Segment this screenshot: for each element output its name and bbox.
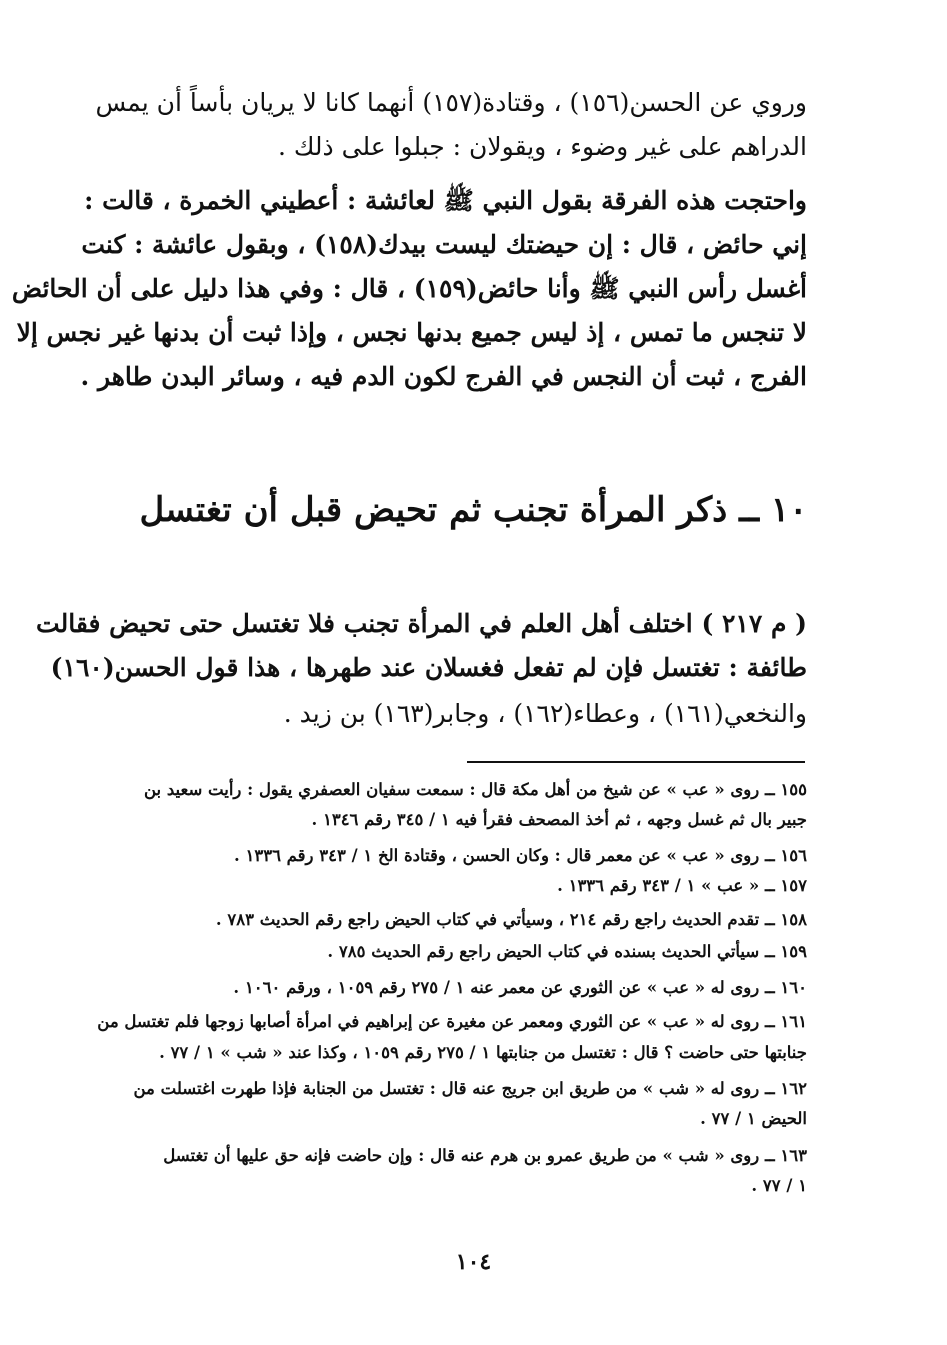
footnote-line: ١ / ٧٧ . <box>751 1176 807 1195</box>
page-number: ١٠٤ <box>455 1249 492 1275</box>
footnote-line: ١٥٧ ــ « عب » ١ / ٣٤٣ رقم ١٣٣٦ . <box>557 876 807 895</box>
paragraph-line: أغسل رأس النبي ﷺ وأنا حائض(١٥٩) ، قال : وفي هذا دليل على أن الحائض <box>11 274 807 303</box>
footnote-line: ١٥٨ ــ تقدم الحديث راجع رقم ٢١٤ ، وسيأتي في كتاب الحيض راجع رقم الحديث ٧٨٣ . <box>215 910 807 929</box>
footnote-line: جنابتها حتى حاضت ؟ قال : تغتسل من جنابتها ١ / ٢٧٥ رقم ١٠٥٩ ، وكذا عند « شب » ١ / ٧٧ . <box>159 1043 807 1062</box>
paragraph-line: واحتجت هذه الفرقة بقول النبي ﷺ لعائشة : أعطيني الخمرة ، قالت : <box>84 186 807 215</box>
paragraph-line: إني حائض ، قال : إن حيضتك ليست بيدك(١٥٨) ، وبقول عائشة : كنت <box>81 230 807 259</box>
paragraph-line: طائفة : تغتسل فإن لم تفعل فغسلان عند طهرها ، هذا قول الحسن(١٦٠) <box>50 653 807 682</box>
paragraph-line: وروي عن الحسن(١٥٦) ، وقتادة(١٥٧) أنهما كانا لا يريان بأساً أن يمس <box>95 88 807 117</box>
footnote-line: ١٥٦ ــ روى « عب » عن معمر قال : وكان الحسن ، وقتادة الخ ١ / ٣٤٣ رقم ١٣٣٦ . <box>233 846 807 865</box>
paragraph-line: ( م ٢١٧ ) اختلف أهل العلم في المرأة تجنب فلا تغتسل حتى تحيض فقالت <box>36 609 807 638</box>
footnote-line: ١٦٣ ــ روى « شب » من طريق عمرو بن هرم عنه قال : وإن حاضت فإنه حق عليها أن تغتسل <box>163 1146 807 1165</box>
section-heading: ١٠ ــ ذكر المرأة تجنب ثم تحيض قبل أن تغتسل <box>139 490 808 530</box>
footnote-divider <box>467 761 805 763</box>
paragraph-line: الدراهم على غير وضوء ، ويقولان : جبلوا على ذلك . <box>277 132 807 161</box>
footnote-line: ١٥٥ ــ روى « عب » عن شيخ من أهل مكة قال : سمعت سفيان العصفري يقول : رأيت سعيد بن <box>143 780 807 799</box>
footnote-line: ١٦١ ــ روى له « عب » عن الثوري ومعمر عن مغيرة عن إبراهيم في امرأة أصابها زوجها فلم تغتسل من <box>97 1012 807 1031</box>
footnote-line: الحيض ١ / ٧٧ . <box>700 1109 807 1128</box>
paragraph-line: الفرج ، ثبت أن النجس في الفرج لكون الدم فيه ، وسائر البدن طاهر . <box>80 362 807 391</box>
footnote-line: جبير بال ثم غسل وجهه ، ثم أخذ المصحف فقرأ فيه ١ / ٣٤٥ رقم ١٣٤٦ . <box>311 810 807 829</box>
footnote-line: ١٦٠ ــ روى له « عب » عن الثوري عن معمر عنه ١ / ٢٧٥ رقم ١٠٥٩ ، ورقم ١٠٦٠ . <box>233 978 807 997</box>
paragraph-line: والنخعي(١٦١) ، وعطاء(١٦٢) ، وجابر(١٦٣) بن زيد . <box>283 699 807 728</box>
paragraph-line: لا تنجس ما تمس ، إذ ليس جميع بدنها نجس ، وإذا ثبت أن بدنها غير نجس إلا <box>16 318 807 347</box>
footnote-line: ١٥٩ ــ سيأتي الحديث بسنده في كتاب الحيض راجع رقم الحديث ٧٨٥ . <box>327 942 807 961</box>
footnote-line: ١٦٢ ــ روى له « شب » من طريق ابن جريج عنه قال : تغتسل من الجنابة فإذا طهرت اغتسلت من <box>133 1079 807 1098</box>
